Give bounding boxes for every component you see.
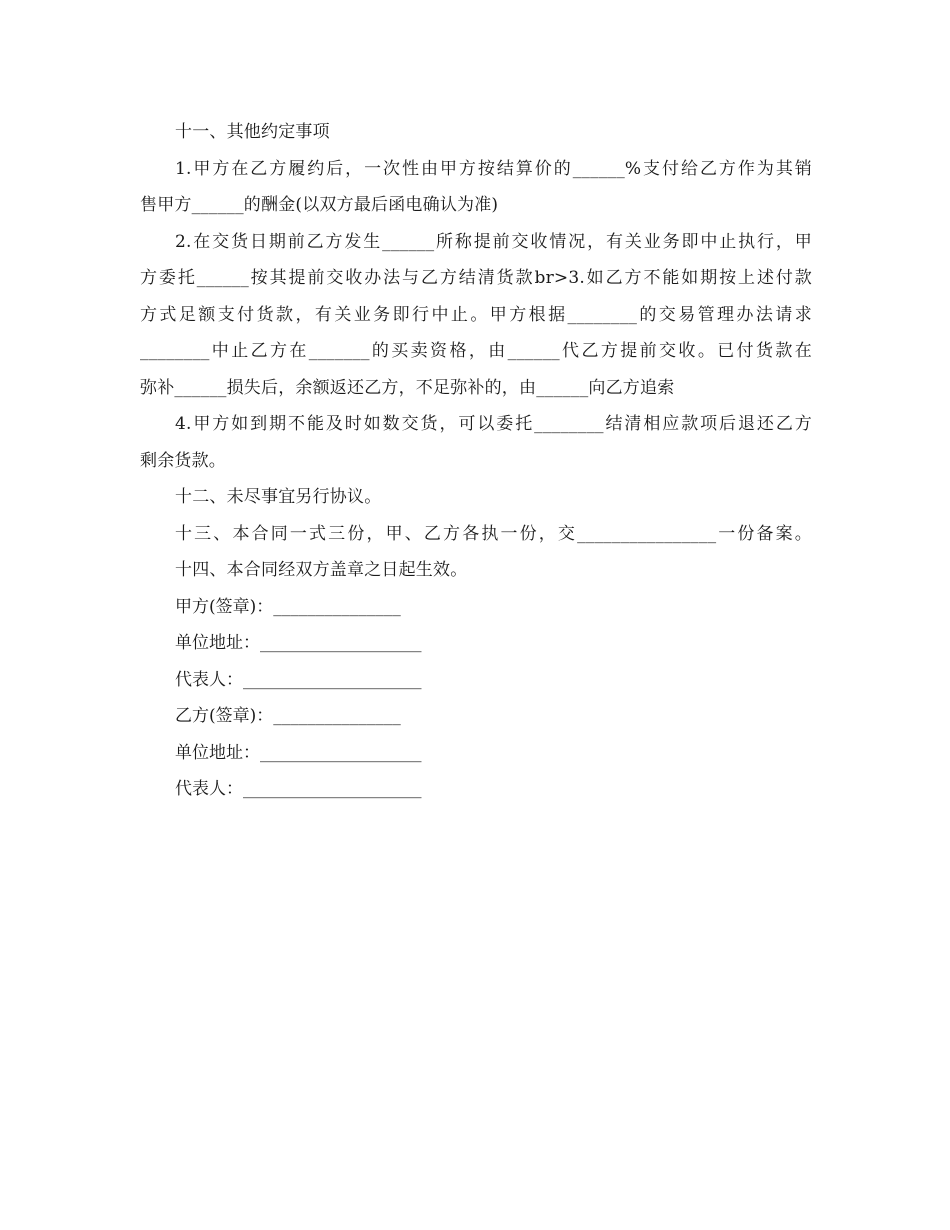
clause-2-line-1: 2.在交货日期前乙方发生______所称提前交收情况，有关业务即中止执行，甲: [175, 231, 812, 252]
party-a-representative-field: 代表人：_____________________: [175, 669, 422, 690]
section-heading-12: 十二、未尽事宜另行协议。: [175, 487, 382, 507]
clause-4-line-2: 剩余货款。: [140, 450, 226, 471]
party-b-address-field: 单位地址：___________________: [175, 742, 422, 763]
clause-1-line-1: 1.甲方在乙方履约后，一次性由甲方按结算价的______%支付给乙方作为其销: [175, 158, 812, 179]
section-heading-13: 十三、本合同一式三份，甲、乙方各执一份，交________________一份备案。: [175, 523, 812, 544]
clause-3-line-1: 方式足额支付货款，有关业务即行中止。甲方根据________的交易管理办法请求: [140, 304, 812, 325]
clause-4-line-1: 4.甲方如到期不能及时如数交货，可以委托________结清相应款项后退还乙方: [175, 414, 812, 434]
clause-3-line-3: 弥补______损失后，余额返还乙方，不足弥补的，由______向乙方追索: [140, 377, 675, 398]
clause-2-line-2: 方委托______按其提前交收办法与乙方结清货款br>3.如乙方不能如期按上述付款: [140, 268, 812, 288]
party-a-address-field: 单位地址：___________________: [175, 633, 422, 653]
clause-3-line-2: ________中止乙方在_______的买卖资格，由______代乙方提前交收。已付货款在: [140, 341, 812, 361]
section-heading-11: 十一、其他约定事项: [175, 122, 330, 142]
party-b-representative-field: 代表人：_____________________: [175, 779, 422, 799]
clause-1-line-2: 售甲方______的酬金(以双方最后函电确认为准): [140, 195, 499, 215]
section-heading-14: 十四、本合同经双方盖章之日起生效。: [175, 560, 468, 580]
contract-page: [140, 114, 812, 808]
party-b-signature-field: 乙方(签章)：_______________: [175, 706, 401, 726]
party-a-signature-field: 甲方(签章)：_______________: [175, 596, 401, 617]
